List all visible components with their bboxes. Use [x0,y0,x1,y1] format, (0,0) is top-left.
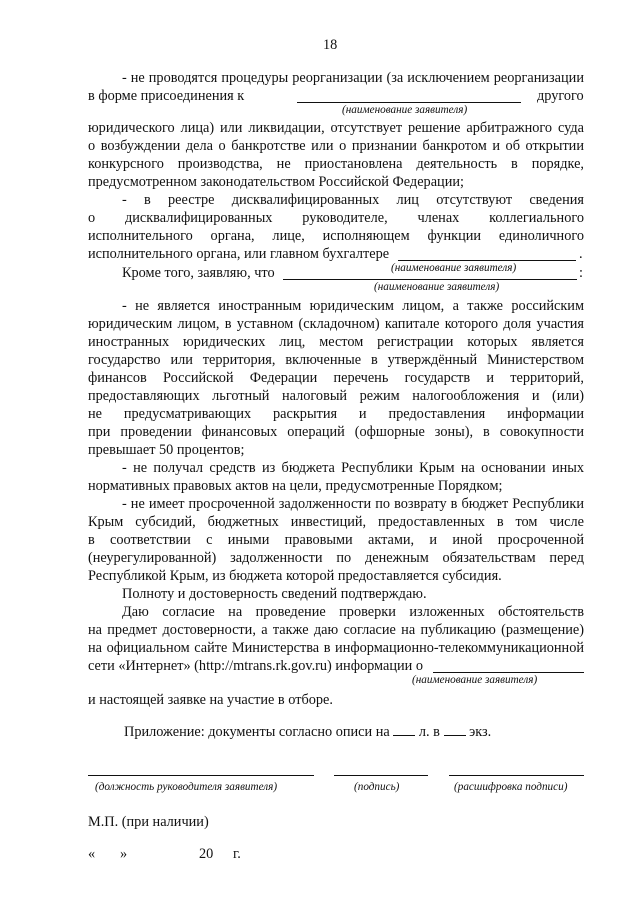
p3-line-4: государство или территория, включенные в утверждённый Министерством [88,352,584,368]
sign-line[interactable] [334,775,428,776]
p5-line-3: в соответствии с иными правовыми актами, и иной просроченной [88,532,584,548]
date-year: 20 [199,846,214,862]
p5-line-1: - не имеет просроченной задолженности по возврату в бюджет Республики [122,496,584,512]
position-caption: (должность руководителя заявителя) [95,781,278,793]
date-open-quote: « [88,846,96,862]
p6-line-2: на предмет достоверности, а также даю согласие на публикацию (размещение) [88,622,584,638]
p1-line-1: - не проводятся процедуры реорганизации (за исключением реорганизации [122,70,584,86]
p2-line-3: исполнительного органа, лице, исполняющем функции единоличного [88,228,584,244]
applicant-blank-2 [398,260,576,261]
page-number: 18 [323,37,338,53]
p5-line-2: Крым субсидий, бюджетных инвестиций, предоставленных в том числе [88,514,584,530]
p6-end: и настоящей заявке на участие в отборе. [88,692,333,708]
applicant-blank-3 [283,279,577,280]
p3-line-5: финансов Российской Федерации перечень государств и территорий, [88,370,584,386]
p1-line-2: в форме присоединения к [88,88,245,104]
p1-line-4: о возбуждении дела о банкротстве или о признании банкротом и об открытии [88,138,584,154]
p5-line-4: (неурегулированной) задолженности по денежным обязательствам перед [88,550,584,566]
p2-line-1: - в реестре дисквалифицированных лиц отсутствуют сведения [122,192,584,208]
p3-line-3: иностранных юридических лиц, местом регистрации которых является [88,334,584,350]
applicant-blank-4 [433,672,584,673]
confirm-text: Полноту и достоверность сведений подтверждаю. [122,586,427,602]
declare-text: Кроме того, заявляю, что [122,265,275,281]
p1-line-5: конкурсного производства, не приостановлена деятельность в порядке, [88,156,584,172]
p2-line-4-end: . [579,246,583,262]
sheets-count-field[interactable] [393,721,415,736]
attachment-text-2: л. в [418,724,440,740]
attachment-text-1: Приложение: документы согласно описи на [124,724,390,740]
applicant-caption-4: (наименование заявителя) [412,674,538,686]
p1-line-2-end: другого [537,88,584,104]
position-line[interactable] [88,775,314,776]
p3-line-6: предоставляющих льготный налоговый режим налогообложения и (или) [88,388,584,404]
stamp-text: М.П. (при наличии) [88,814,209,830]
p4-line-2: нормативных правовых актов на цели, предусмотренные Порядком; [88,478,503,494]
p5-line-5: Республикой Крым, из бюджета которой предоставляется субсидия. [88,568,502,584]
sign-caption: (подпись) [354,781,400,793]
date-close-quote: » [120,846,128,862]
decode-caption: (расшифровка подписи) [454,781,568,793]
p3-line-7: не предусматривающих раскрытия и предоставления информации [88,406,584,422]
p3-line-8: при проведении финансовых операций (офшорные зоны), в совокупности [88,424,584,440]
p4-line-1: - не получал средств из бюджета Республики Крым на основании иных [122,460,584,476]
applicant-caption-2: (наименование заявителя) [391,262,517,274]
copies-count-field[interactable] [444,721,466,736]
declare-colon: : [579,265,583,281]
p3-line-1: - не является иностранным юридическим лицом, а также российским [122,298,584,314]
p6-line-1: Даю согласие на проведение проверки изложенных обстоятельств [122,604,584,620]
attachment-line [124,721,491,741]
p2-line-2: о дисквалифицированных руководителе, членах коллегиального [88,210,584,226]
applicant-caption-1: (наименование заявителя) [342,104,468,116]
p3-line-9: превышает 50 процентов; [88,442,245,458]
p1-line-3: юридического лица) или ликвидации, отсутствует решение арбитражного суда [88,120,584,136]
applicant-blank-1 [297,102,521,103]
p6-line-4: сети «Интернет» (http://mtrans.rk.gov.ru) информации о [88,658,424,674]
attachment-text-3: экз. [469,724,492,740]
applicant-caption-3: (наименование заявителя) [374,281,500,293]
p3-line-2: юридическим лицом, в уставном (складочном) капитале которого доля участия [88,316,584,332]
decode-line[interactable] [449,775,584,776]
p2-line-4: исполнительного органа, или главном бухгалтере [88,246,390,262]
p1-line-6: предусмотренном законодательством Российской Федерации; [88,174,464,190]
date-suffix: г. [233,846,241,862]
p6-line-3: на официальном сайте Министерства в информационно-телекоммуникационной [88,640,584,656]
